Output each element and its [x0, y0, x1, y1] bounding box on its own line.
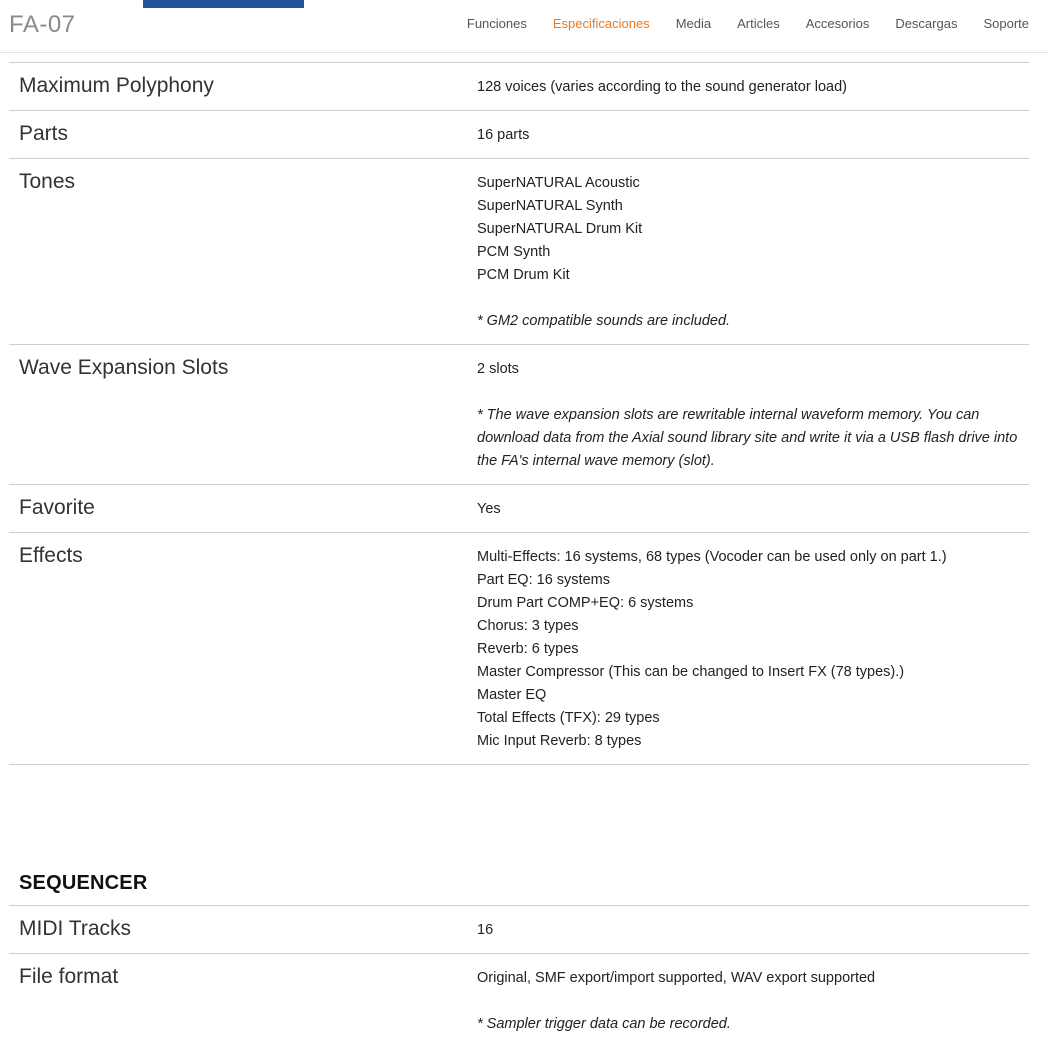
spec-row-midi-tracks — [9, 906, 1029, 954]
spec-value — [477, 916, 1029, 942]
spec-row-parts — [9, 111, 1029, 159]
accent-bar — [143, 0, 304, 8]
nav-funciones[interactable]: Funciones — [466, 16, 527, 31]
spec-value-line: Mic Input Reverb: 8 types — [477, 733, 642, 749]
spec-note: * GM2 compatible sounds are included. — [477, 313, 731, 329]
spec-note: * The wave expansion slots are rewritable internal waveform memory. You can download data from the Axial sound library site and write it via a USB flash drive into the FA's internal wave memory (slot). — [477, 407, 1018, 469]
spec-value — [477, 964, 1029, 1036]
spec-value-line: 16 parts — [477, 127, 530, 143]
spec-row-file-format — [9, 954, 1029, 1047]
spec-value — [477, 495, 1029, 521]
spec-value-line: Chorus: 3 types — [477, 618, 579, 634]
spec-label: MIDI Tracks — [19, 917, 132, 940]
spec-value — [477, 121, 1029, 147]
spec-row-tones — [9, 159, 1029, 345]
spec-row-favorite — [9, 485, 1029, 533]
spec-value-line: PCM Synth — [477, 244, 551, 260]
spec-value — [477, 169, 1029, 333]
section-title-sequencer: SEQUENCER — [9, 860, 1029, 906]
nav-accesorios[interactable]: Accesorios — [805, 16, 870, 31]
spec-row-polyphony — [9, 63, 1029, 111]
spec-value — [477, 73, 1029, 99]
spec-value-line: SuperNATURAL Synth — [477, 198, 623, 214]
spec-value — [477, 355, 1029, 473]
spec-value-line: SuperNATURAL Drum Kit — [477, 221, 643, 237]
spec-label: Effects — [19, 544, 83, 567]
spec-value-line: Master EQ — [477, 687, 547, 703]
spec-value-line: Yes — [477, 501, 501, 517]
spec-value-line: PCM Drum Kit — [477, 267, 570, 283]
spec-label: File format — [19, 965, 119, 988]
spec-table — [9, 62, 1029, 1047]
spec-value-line: Master Compressor (This can be changed to Insert FX (78 types).) — [477, 664, 905, 680]
nav-descargas[interactable]: Descargas — [895, 16, 958, 31]
spec-label: Parts — [19, 122, 69, 145]
spec-value-line: Original, SMF export/import supported, WAV export supported — [477, 970, 876, 986]
spec-label: Maximum Polyphony — [19, 74, 214, 97]
spec-value-line: Drum Part COMP+EQ: 6 systems — [477, 595, 694, 611]
spec-row-wave-expansion — [9, 345, 1029, 485]
spec-label: Favorite — [19, 496, 95, 519]
spec-row-effects — [9, 533, 1029, 765]
nav-articles[interactable]: Articles — [737, 16, 780, 31]
nav-especificaciones[interactable]: Especificaciones — [552, 16, 650, 31]
main-nav — [441, 16, 1029, 31]
spec-value-line: 128 voices (varies according to the sound generator load) — [477, 79, 847, 95]
spec-value-line: 16 — [477, 922, 494, 938]
nav-media[interactable]: Media — [675, 16, 712, 31]
section-spacer — [9, 765, 1029, 860]
spec-note: * Sampler trigger data can be recorded. — [477, 1016, 731, 1032]
spec-value-line: Multi-Effects: 16 systems, 68 types (Vocoder can be used only on part 1.) — [477, 549, 947, 565]
product-title[interactable]: FA-07 — [9, 11, 76, 38]
spec-label: Tones — [19, 170, 76, 193]
spec-value-line: Reverb: 6 types — [477, 641, 579, 657]
spec-value-line: Total Effects (TFX): 29 types — [477, 710, 660, 726]
spec-value-line: 2 slots — [477, 361, 519, 377]
spec-value-line: Part EQ: 16 systems — [477, 572, 610, 588]
nav-soporte[interactable]: Soporte — [983, 16, 1029, 31]
spec-value-line: SuperNATURAL Acoustic — [477, 175, 640, 191]
top-navigation-bar — [0, 0, 1049, 53]
spec-value — [477, 543, 1029, 753]
spec-label: Wave Expansion Slots — [19, 356, 229, 379]
